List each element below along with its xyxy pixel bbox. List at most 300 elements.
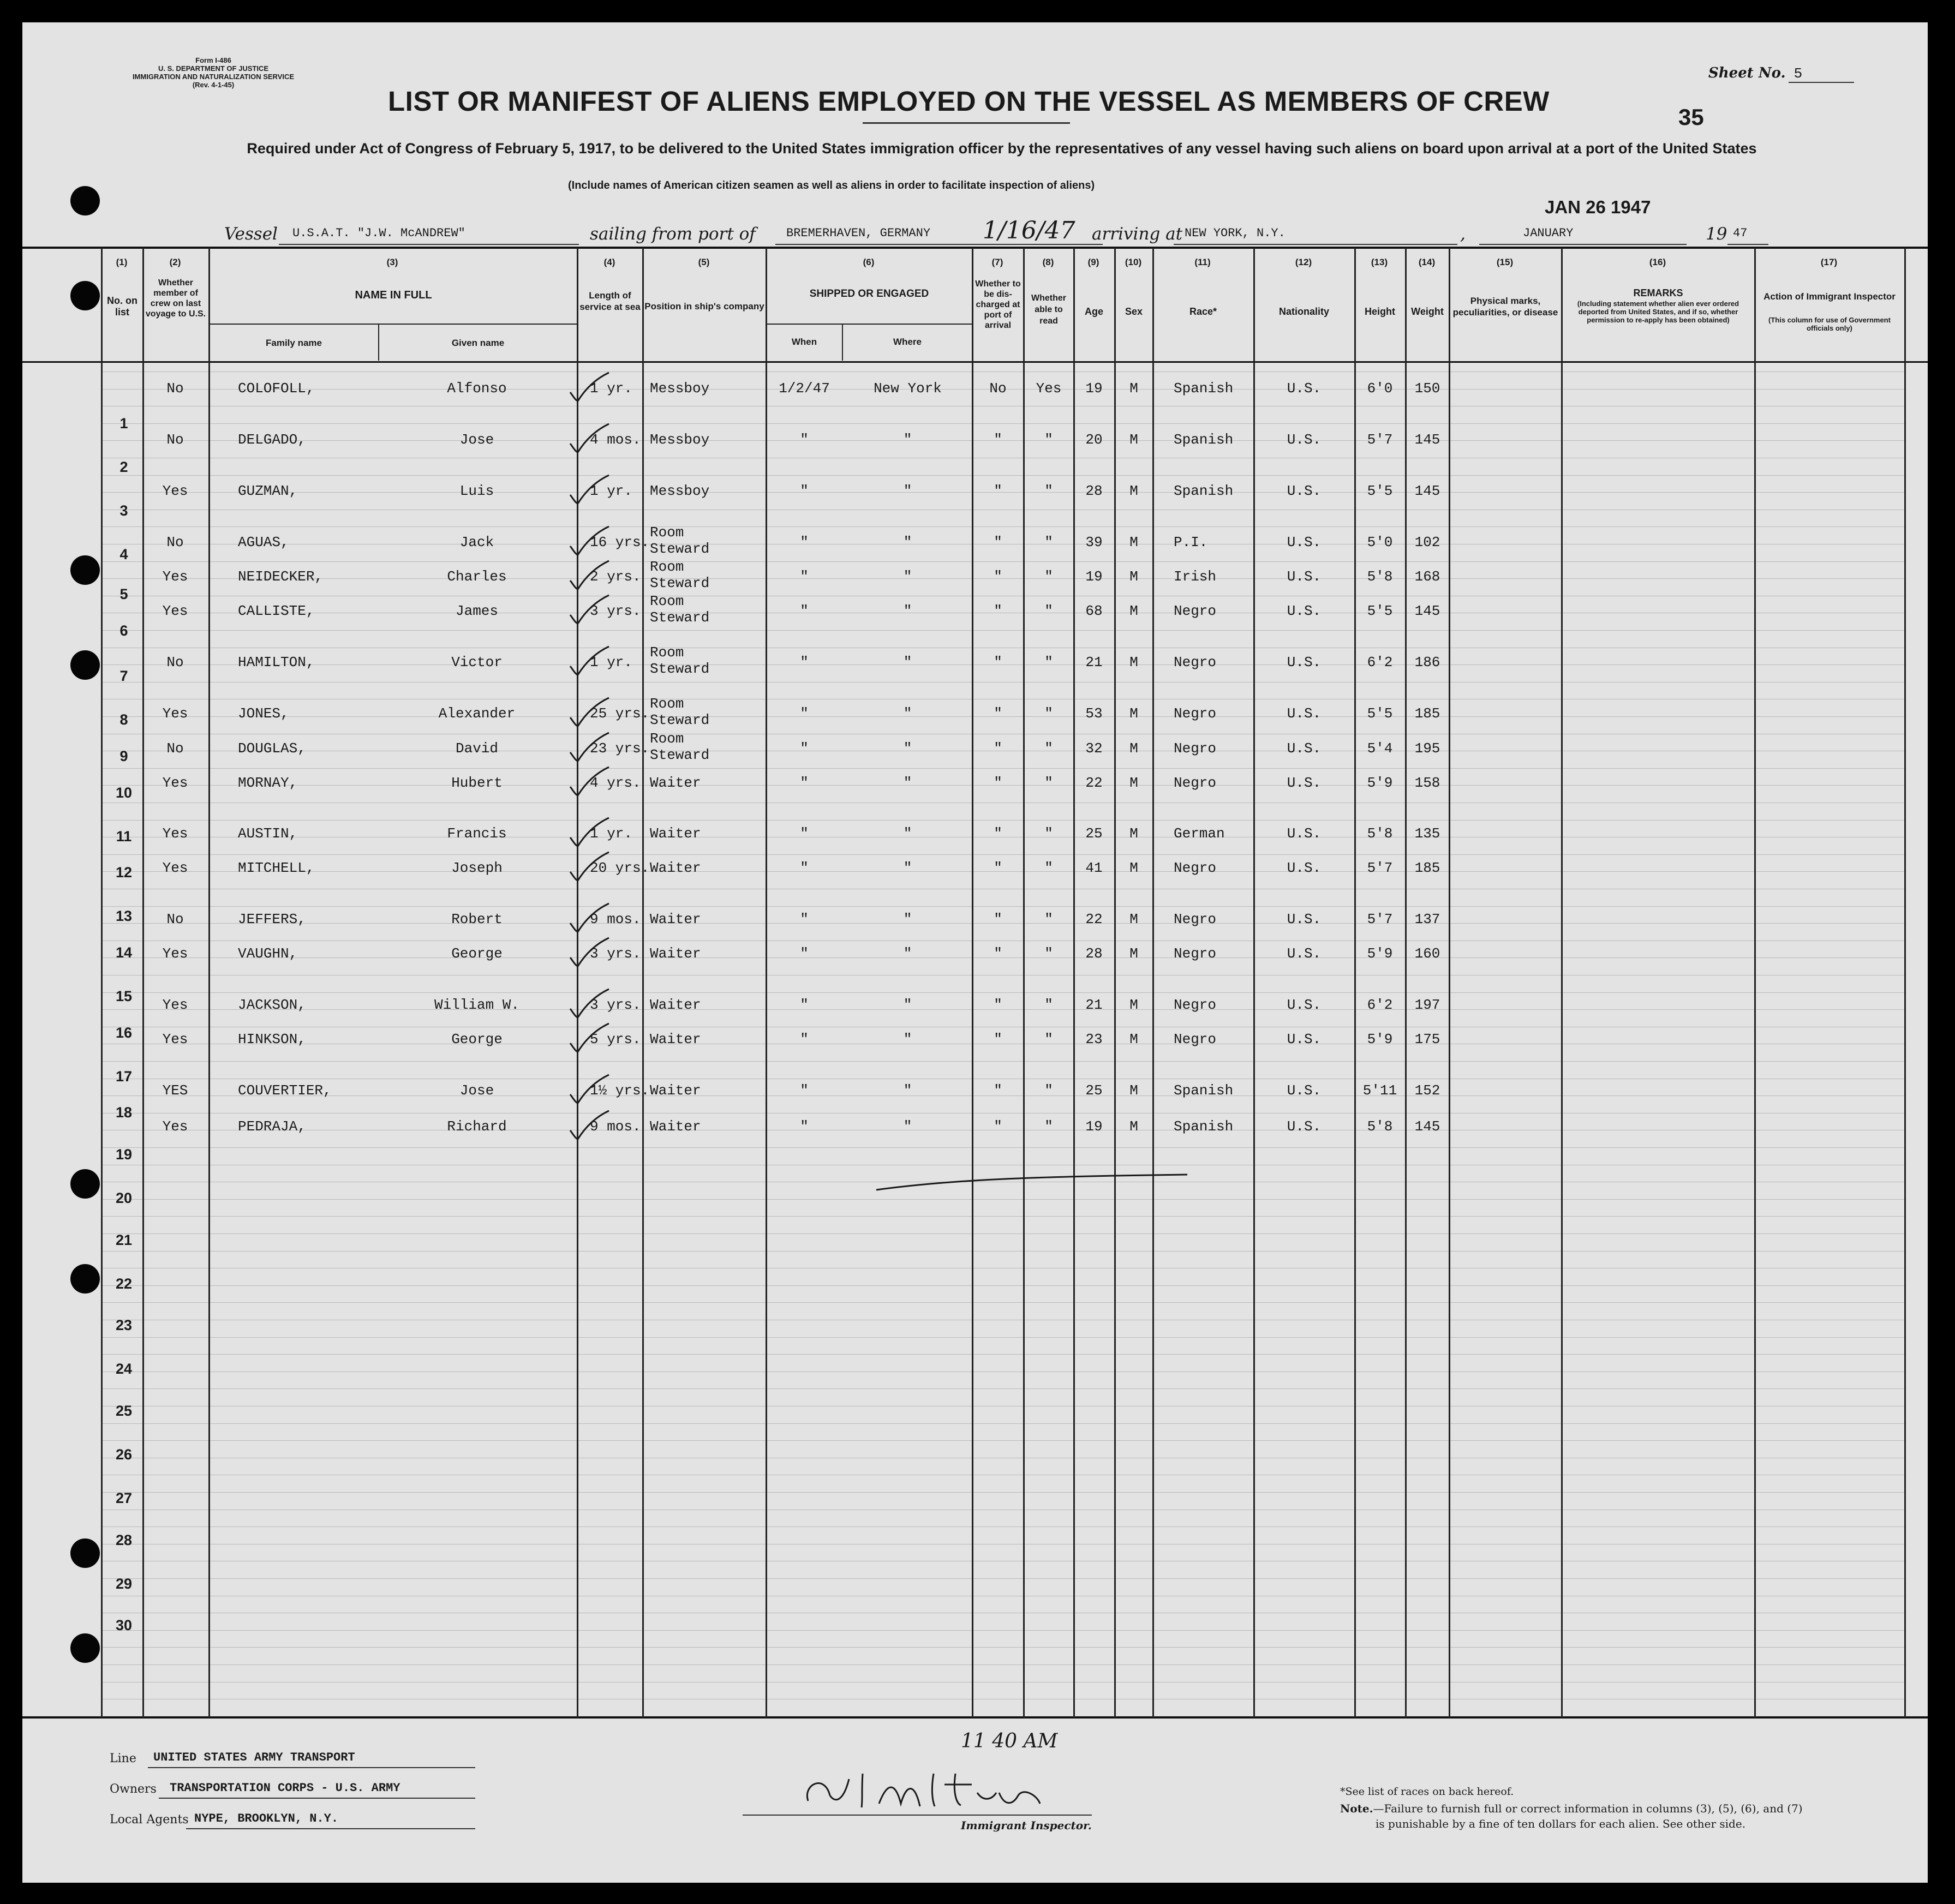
cell-family: COLOFOLL, xyxy=(238,380,315,397)
cell-pos1: Waiter xyxy=(650,997,701,1013)
cell-weight: 145 xyxy=(1414,483,1440,499)
cell-where: New York xyxy=(874,380,942,397)
owners-label: Owners xyxy=(110,1782,157,1796)
cell-read: " xyxy=(1044,825,1053,842)
check-mark-icon xyxy=(568,1073,612,1105)
cell-pos1: Waiter xyxy=(650,1031,701,1047)
cell-where: " xyxy=(903,740,912,757)
cell-nat: U.S. xyxy=(1287,1031,1322,1047)
cell-length: 23 yrs. xyxy=(590,740,650,757)
cell-height: 6'0 xyxy=(1367,380,1393,397)
cell-family: AGUAS, xyxy=(238,534,289,550)
form-identifier xyxy=(126,56,301,89)
cell-race: Negro xyxy=(1174,603,1217,619)
cell-disch: " xyxy=(994,860,1002,876)
cell-age: 23 xyxy=(1085,1031,1103,1047)
header-shipped: SHIPPED OR ENGAGED xyxy=(809,288,929,300)
cell-race: Negro xyxy=(1174,997,1217,1013)
line-value: UNITED STATES ARMY TRANSPORT xyxy=(153,1751,355,1764)
cell-sex: M xyxy=(1129,568,1138,585)
cell-family: DOUGLAS, xyxy=(238,740,306,757)
cell-height: 5'8 xyxy=(1367,568,1393,585)
cell-where: " xyxy=(903,1118,912,1135)
row-number: 9 xyxy=(119,748,128,764)
column-number: (13) xyxy=(1371,257,1388,267)
row-number: 25 xyxy=(115,1403,133,1419)
cell-race: Spanish xyxy=(1174,432,1234,448)
cell-weight: 152 xyxy=(1414,1082,1440,1099)
cell-read: " xyxy=(1044,1118,1053,1135)
row-number: 1 xyxy=(119,415,128,432)
cell-length: 16 yrs. xyxy=(590,534,650,550)
cell-pos1: Room xyxy=(650,593,684,609)
cell-height: 6'2 xyxy=(1367,654,1393,670)
cell-pos1: Room xyxy=(650,524,684,541)
cell-length: 1 yr. xyxy=(590,654,633,670)
cell-when: " xyxy=(800,483,809,499)
header-remarks-note: (Including statement whether alien ever ordered deported from United States, and if so, whether permission to re-apply has been obtained) xyxy=(1577,300,1739,324)
cell-length: 5 yrs. xyxy=(590,1031,641,1047)
cell-length: 1 yr. xyxy=(590,380,633,397)
cell-given: James xyxy=(455,603,498,619)
cell-sex: M xyxy=(1129,945,1138,962)
row-number: 7 xyxy=(119,668,128,684)
cell-height: 5'7 xyxy=(1367,860,1393,876)
cell-where: " xyxy=(903,775,912,791)
punch-hole xyxy=(70,186,100,215)
cell-disch: " xyxy=(994,775,1002,791)
cell-disch: " xyxy=(994,1118,1002,1135)
cell-given: William W. xyxy=(434,997,520,1013)
header-nationality: Nationality xyxy=(1278,306,1329,317)
date-stamp: JAN 26 1947 xyxy=(1545,197,1651,217)
check-mark-icon xyxy=(568,850,612,883)
cell-length: 4 yrs. xyxy=(590,775,641,791)
cell-read: " xyxy=(1044,740,1053,757)
cell-member: Yes xyxy=(162,483,188,499)
cell-disch: " xyxy=(994,1031,1002,1047)
cell-read: " xyxy=(1044,432,1053,448)
cell-where: " xyxy=(903,997,912,1013)
sailing-label: sailing from port of xyxy=(590,224,756,244)
check-mark-icon xyxy=(568,370,612,403)
cell-race: Negro xyxy=(1174,1031,1217,1047)
cell-nat: U.S. xyxy=(1287,705,1322,722)
form-department: U. S. DEPARTMENT OF JUSTICE xyxy=(158,64,268,73)
cell-when: " xyxy=(800,945,809,962)
header-physical: Physical marks, peculiarities, or disease xyxy=(1452,296,1558,318)
cell-given: Jack xyxy=(459,534,494,550)
cell-given: George xyxy=(451,1031,503,1047)
cell-pos2: Steward xyxy=(650,661,710,677)
cell-disch: " xyxy=(994,945,1002,962)
note-text: —Failure to furnish full or correct information in columns (3), (5), (6), and (7) xyxy=(1373,1802,1803,1815)
check-mark-icon xyxy=(568,816,612,848)
cell-sex: M xyxy=(1129,740,1138,757)
sheet-label: Sheet No. xyxy=(1708,65,1786,81)
cell-length: 4 mos. xyxy=(590,432,641,448)
vessel-value: U.S.A.T. "J.W. McANDREW" xyxy=(292,226,465,240)
row-number: 21 xyxy=(115,1232,133,1248)
cell-length: 25 yrs. xyxy=(590,705,650,722)
punch-hole xyxy=(70,1169,100,1199)
cell-weight: 186 xyxy=(1414,654,1440,670)
cell-race: Negro xyxy=(1174,945,1217,962)
cell-height: 6'2 xyxy=(1367,997,1393,1013)
cell-height: 5'8 xyxy=(1367,1118,1393,1135)
header-bottom-border xyxy=(22,361,1928,363)
cell-family: JEFFERS, xyxy=(238,911,306,927)
cell-nat: U.S. xyxy=(1287,997,1322,1013)
cell-pos1: Room xyxy=(650,731,684,747)
form-revision: (Rev. 4-1-45) xyxy=(192,81,235,89)
column-number: (16) xyxy=(1649,257,1666,267)
cell-disch: " xyxy=(994,997,1002,1013)
cell-age: 32 xyxy=(1085,740,1103,757)
row-number: 12 xyxy=(115,864,133,881)
page-title: LIST OR MANIFEST OF ALIENS EMPLOYED ON THE VESSEL AS MEMBERS OF CREW xyxy=(388,86,1550,117)
cell-given: Jose xyxy=(459,1082,494,1099)
cell-pos1: Waiter xyxy=(650,945,701,962)
cell-given: Victor xyxy=(451,654,503,670)
check-mark-icon xyxy=(568,524,612,557)
cell-nat: U.S. xyxy=(1287,1118,1322,1135)
punch-hole xyxy=(70,650,100,680)
cell-given: David xyxy=(455,740,498,757)
cell-read: " xyxy=(1044,603,1053,619)
cell-family: HAMILTON, xyxy=(238,654,315,670)
month-value: JANUARY xyxy=(1523,226,1574,240)
cell-age: 22 xyxy=(1085,911,1103,927)
column-number: (4) xyxy=(603,257,615,267)
header-no-on-list: No. on list xyxy=(107,295,137,318)
cell-nat: U.S. xyxy=(1287,945,1322,962)
cell-race: Negro xyxy=(1174,775,1217,791)
check-mark-icon xyxy=(568,696,612,728)
cell-height: 5'11 xyxy=(1362,1082,1397,1099)
cell-height: 5'7 xyxy=(1367,432,1393,448)
cell-height: 5'5 xyxy=(1367,603,1393,619)
cell-family: PEDRAJA, xyxy=(238,1118,306,1135)
column-number: (17) xyxy=(1820,257,1838,267)
cell-pos1: Room xyxy=(650,559,684,575)
cell-when: " xyxy=(800,568,809,585)
line-label: Line xyxy=(110,1752,136,1765)
cell-disch: " xyxy=(994,568,1002,585)
cell-age: 25 xyxy=(1085,825,1103,842)
cell-disch: " xyxy=(994,1082,1002,1099)
cell-member: No xyxy=(166,432,184,448)
cell-family: AUSTIN, xyxy=(238,825,298,842)
cell-nat: U.S. xyxy=(1287,911,1322,927)
check-mark-icon xyxy=(568,644,612,677)
cell-sex: M xyxy=(1129,1118,1138,1135)
header-discharged: Whether to be dis-charged at port of arrival xyxy=(975,279,1021,330)
cell-nat: U.S. xyxy=(1287,860,1322,876)
row-number: 4 xyxy=(119,546,128,562)
cell-sex: M xyxy=(1129,860,1138,876)
cell-sex: M xyxy=(1129,534,1138,550)
cell-height: 5'8 xyxy=(1367,825,1393,842)
cell-length: 2 yrs. xyxy=(590,568,641,585)
cell-sex: M xyxy=(1129,705,1138,722)
cell-weight: 185 xyxy=(1414,705,1440,722)
cell-where: " xyxy=(903,568,912,585)
cell-weight: 195 xyxy=(1414,740,1440,757)
cell-pos1: Waiter xyxy=(650,1082,701,1099)
cell-disch: " xyxy=(994,534,1002,550)
cell-read: " xyxy=(1044,483,1053,499)
cell-age: 19 xyxy=(1085,1118,1103,1135)
cell-read: " xyxy=(1044,775,1053,791)
check-mark-icon xyxy=(568,593,612,626)
cell-nat: U.S. xyxy=(1287,568,1322,585)
form-service: IMMIGRATION AND NATURALIZATION SERVICE xyxy=(132,73,295,81)
cell-when: " xyxy=(800,825,809,842)
cell-when: " xyxy=(800,534,809,550)
time-note: 11 40 AM xyxy=(961,1730,1058,1752)
footer-line-field xyxy=(110,1752,136,1765)
cell-pos1: Messboy xyxy=(650,380,710,397)
cell-when: " xyxy=(800,432,809,448)
punch-hole xyxy=(70,281,100,310)
column-number: (9) xyxy=(1087,257,1099,267)
header-where: Where xyxy=(893,337,922,347)
cell-member: Yes xyxy=(162,775,188,791)
port-value: BREMERHAVEN, GERMANY xyxy=(786,226,931,240)
row-number: 27 xyxy=(115,1490,133,1506)
row-number: 18 xyxy=(115,1104,133,1121)
row-number: 20 xyxy=(115,1190,133,1206)
cell-where: " xyxy=(903,603,912,619)
check-mark-icon xyxy=(568,473,612,506)
punch-hole xyxy=(70,1538,100,1568)
row-number: 11 xyxy=(116,828,132,845)
column-number: (6) xyxy=(863,257,875,267)
cell-age: 22 xyxy=(1085,775,1103,791)
manifest-sheet xyxy=(22,22,1928,1883)
header-sex: Sex xyxy=(1125,306,1143,317)
cell-age: 21 xyxy=(1085,654,1103,670)
cell-race: P.I. xyxy=(1174,534,1208,550)
column-number: (8) xyxy=(1042,257,1054,267)
note-line xyxy=(1340,1802,1803,1815)
header-able-read: Whether able to read xyxy=(1031,294,1066,326)
cell-given: Francis xyxy=(447,825,507,842)
row-number: 3 xyxy=(119,502,128,519)
voyage-line: Vessel U.S.A.T. "J.W. McANDREW" sailing from port of BREMERHAVEN, GERMANY 1/16/47 arriving at NEW YORK, N.Y. , JANUARY 19 47 xyxy=(22,224,1928,252)
check-mark-icon xyxy=(568,559,612,591)
cell-nat: U.S. xyxy=(1287,432,1322,448)
cell-family: COUVERTIER, xyxy=(238,1082,332,1099)
cell-nat: U.S. xyxy=(1287,483,1322,499)
cell-member: Yes xyxy=(162,997,188,1013)
cell-given: Jose xyxy=(459,432,494,448)
cell-when: " xyxy=(800,1031,809,1047)
cell-where: " xyxy=(903,534,912,550)
year-prefix: 19 xyxy=(1706,224,1727,244)
check-mark-icon xyxy=(568,1109,612,1141)
cell-sex: M xyxy=(1129,1082,1138,1099)
cell-pos2: Steward xyxy=(650,747,710,763)
cell-sex: M xyxy=(1129,911,1138,927)
cell-where: " xyxy=(903,1031,912,1047)
cell-disch: " xyxy=(994,911,1002,927)
cell-read: Yes xyxy=(1036,380,1062,397)
cell-disch: " xyxy=(994,705,1002,722)
cell-weight: 197 xyxy=(1414,997,1440,1013)
handwritten-date: 1/16/47 xyxy=(983,217,1075,244)
row-number: 10 xyxy=(115,785,133,801)
cell-age: 28 xyxy=(1085,945,1103,962)
cell-height: 5'9 xyxy=(1367,1031,1393,1047)
column-number: (15) xyxy=(1496,257,1514,267)
header-height: Height xyxy=(1365,306,1395,317)
header-given-name: Given name xyxy=(451,338,505,348)
cell-height: 5'5 xyxy=(1367,705,1393,722)
header-family-name: Family name xyxy=(266,338,322,348)
column-number: (11) xyxy=(1194,257,1211,267)
cell-weight: 150 xyxy=(1414,380,1440,397)
row-number: 29 xyxy=(115,1576,133,1592)
check-mark-icon xyxy=(568,731,612,763)
row-number: 2 xyxy=(119,459,128,475)
header-whether-member: Whether member of crew on last voyage to U.S. xyxy=(145,278,206,319)
cell-weight: 160 xyxy=(1414,945,1440,962)
stamp-number: 35 xyxy=(1678,104,1704,130)
cell-weight: 102 xyxy=(1414,534,1440,550)
cell-length: 20 yrs. xyxy=(590,860,650,876)
cell-pos1: Waiter xyxy=(650,825,701,842)
cell-family: JACKSON, xyxy=(238,997,306,1013)
cell-height: 5'5 xyxy=(1367,483,1393,499)
column-number: (2) xyxy=(169,257,181,267)
cell-given: Charles xyxy=(447,568,507,585)
cell-length: 9 mos. xyxy=(590,911,641,927)
column-number: (1) xyxy=(116,257,128,267)
arrival-port-value: NEW YORK, N.Y. xyxy=(1185,226,1286,240)
cell-race: Negro xyxy=(1174,911,1217,927)
cell-pos2: Steward xyxy=(650,575,710,591)
cell-member: Yes xyxy=(162,1118,188,1135)
cell-sex: M xyxy=(1129,483,1138,499)
punch-hole xyxy=(70,555,100,585)
header-name-in-full: NAME IN FULL xyxy=(355,289,432,301)
cell-height: 5'9 xyxy=(1367,775,1393,791)
cell-age: 20 xyxy=(1085,432,1103,448)
agents-value: NYPE, BROOKLYN, N.Y. xyxy=(194,1812,339,1825)
cell-given: Joseph xyxy=(451,860,503,876)
check-mark-icon xyxy=(568,1021,612,1054)
row-number: 26 xyxy=(115,1446,133,1463)
cell-disch: No xyxy=(989,380,1007,397)
cell-race: Spanish xyxy=(1174,483,1234,499)
header-action-note: (This column for use of Government officials only) xyxy=(1768,316,1891,332)
inspector-label: Immigrant Inspector. xyxy=(961,1819,1092,1832)
row-number: 13 xyxy=(115,908,133,924)
cell-race: Negro xyxy=(1174,654,1217,670)
cell-family: MORNAY, xyxy=(238,775,298,791)
page-subtitle-note: (Include names of American citizen seamen as well as aliens in order to facilitate inspection of aliens) xyxy=(568,179,1095,191)
column-number: (12) xyxy=(1295,257,1312,267)
cell-given: Luis xyxy=(459,483,494,499)
header-remarks: REMARKS xyxy=(1633,288,1683,298)
cell-weight: 145 xyxy=(1414,603,1440,619)
cell-given: Robert xyxy=(451,911,503,927)
cell-weight: 175 xyxy=(1414,1031,1440,1047)
cell-family: NEIDECKER, xyxy=(238,568,324,585)
cell-weight: 145 xyxy=(1414,432,1440,448)
cell-sex: M xyxy=(1129,997,1138,1013)
cell-when: " xyxy=(800,1082,809,1099)
header-age: Age xyxy=(1084,306,1103,317)
column-number: (7) xyxy=(991,257,1003,267)
cell-age: 28 xyxy=(1085,483,1103,499)
cell-member: Yes xyxy=(162,825,188,842)
cell-when: " xyxy=(800,997,809,1013)
inspector-signature xyxy=(797,1763,1070,1817)
cell-given: Hubert xyxy=(451,775,503,791)
cell-read: " xyxy=(1044,568,1053,585)
cell-sex: M xyxy=(1129,603,1138,619)
cell-age: 41 xyxy=(1085,860,1103,876)
cell-where: " xyxy=(903,945,912,962)
cell-member: Yes xyxy=(162,945,188,962)
cell-pos1: Waiter xyxy=(650,860,701,876)
cell-pos1: Room xyxy=(650,644,684,661)
cell-when: " xyxy=(800,654,809,670)
cell-member: No xyxy=(166,534,184,550)
cell-where: " xyxy=(903,432,912,448)
cell-read: " xyxy=(1044,705,1053,722)
year-value: 47 xyxy=(1733,226,1748,240)
cell-weight: 158 xyxy=(1414,775,1440,791)
cell-when: " xyxy=(800,740,809,757)
cell-family: VAUGHN, xyxy=(238,945,298,962)
cell-member: Yes xyxy=(162,705,188,722)
cell-height: 5'7 xyxy=(1367,911,1393,927)
cell-length: 1 yr. xyxy=(590,483,633,499)
cell-member: No xyxy=(166,654,184,670)
cell-nat: U.S. xyxy=(1287,740,1322,757)
check-mark-icon xyxy=(568,765,612,798)
cell-disch: " xyxy=(994,432,1002,448)
row-number: 16 xyxy=(115,1025,133,1041)
cell-member: No xyxy=(166,911,184,927)
cell-member: Yes xyxy=(162,568,188,585)
cell-when: " xyxy=(800,705,809,722)
cell-weight: 168 xyxy=(1414,568,1440,585)
cell-nat: U.S. xyxy=(1287,775,1322,791)
header-weight: Weight xyxy=(1411,306,1444,317)
cell-weight: 185 xyxy=(1414,860,1440,876)
closing-line-mark xyxy=(874,1152,1190,1195)
cell-sex: M xyxy=(1129,654,1138,670)
sheet-value: 5 xyxy=(1789,65,1854,83)
cell-read: " xyxy=(1044,1082,1053,1099)
cell-where: " xyxy=(903,911,912,927)
cell-nat: U.S. xyxy=(1287,380,1322,397)
cell-disch: " xyxy=(994,483,1002,499)
cell-member: Yes xyxy=(162,1031,188,1047)
row-number: 8 xyxy=(119,711,128,728)
cell-read: " xyxy=(1044,997,1053,1013)
cell-age: 19 xyxy=(1085,380,1103,397)
cell-sex: M xyxy=(1129,1031,1138,1047)
cell-nat: U.S. xyxy=(1287,654,1322,670)
cell-length: 9 mos. xyxy=(590,1118,641,1135)
cell-age: 25 xyxy=(1085,1082,1103,1099)
